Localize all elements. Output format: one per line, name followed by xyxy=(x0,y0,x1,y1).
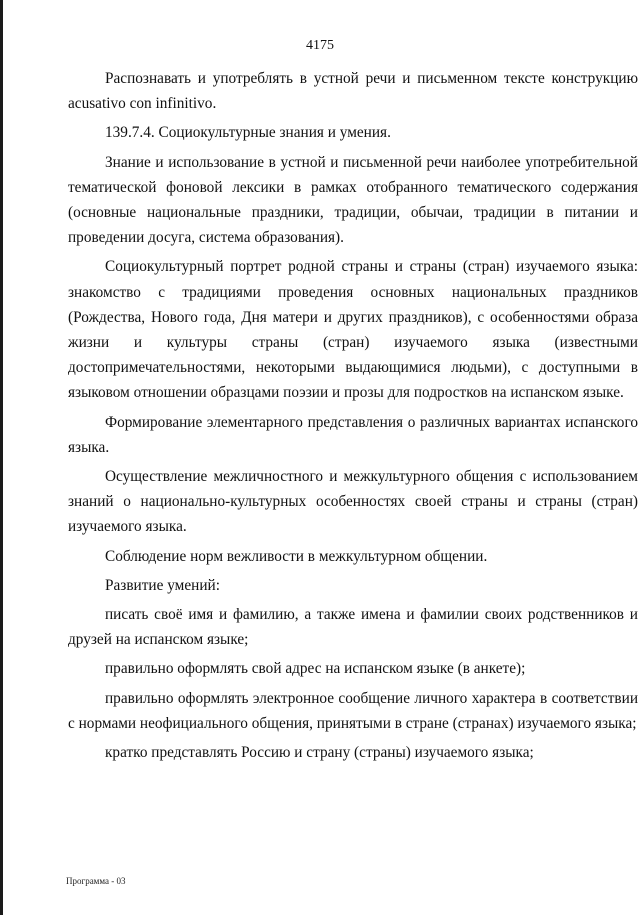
list-item: правильно оформлять свой адрес на испанском языке (в анкете); xyxy=(105,660,526,678)
list-item: правильно оформлять электронное сообщение личного характера в соответствии с нормами неофициального общения, принятыми в стране (странах) изучаемого языка; xyxy=(68,689,638,732)
paragraph: Социокультурный портрет родной страны и страны (стран) изучаемого языка: знакомство с традициями проведения основных национальных праздников (Рождества, Нового года, Дня матери и других праздников), с особенностями образа жизни и культуры страны (стран) изучаемого языка (известными достопримечательностями, некоторыми выдающимися людьми), с доступными в языковом отношении образцами поэзии и прозы для подростков на испанском языке. xyxy=(68,258,638,402)
footer-label: Программа - 03 xyxy=(66,876,126,886)
paragraph: Развитие умений: xyxy=(105,576,220,594)
document-body xyxy=(68,66,638,765)
scan-edge xyxy=(0,0,3,915)
paragraph: Знание и использование в устной и письменной речи наиболее употребительной тематической фоновой лексики в рамках отобранного тематического содержания (основные национальные праздники, традиции, обычаи, традиции в питании и проведении досуга, система образования). xyxy=(68,153,638,247)
page-number: 4175 xyxy=(306,38,334,53)
paragraph: Формирование элементарного представления о различных вариантах испанского языка. xyxy=(68,413,638,456)
section-heading: 139.7.4. Социокультурные знания и умения. xyxy=(105,124,391,142)
list-item: кратко представлять Россию и страну (страны) изучаемого языка; xyxy=(105,744,534,762)
paragraph: Соблюдение норм вежливости в межкультурном общении. xyxy=(105,547,488,565)
paragraph: Распознавать и употреблять в устной речи и письменном тексте конструкцию acusativo con infinitivo. xyxy=(68,70,638,113)
paragraph: Осуществление межличностного и межкультурного общения с использованием знаний о национально-культурных особенностях своей страны и страны (стран) изучаемого языка. xyxy=(68,468,638,536)
list-item: писать своё имя и фамилию, а также имена и фамилии своих родственников и друзей на испанском языке; xyxy=(68,606,638,649)
